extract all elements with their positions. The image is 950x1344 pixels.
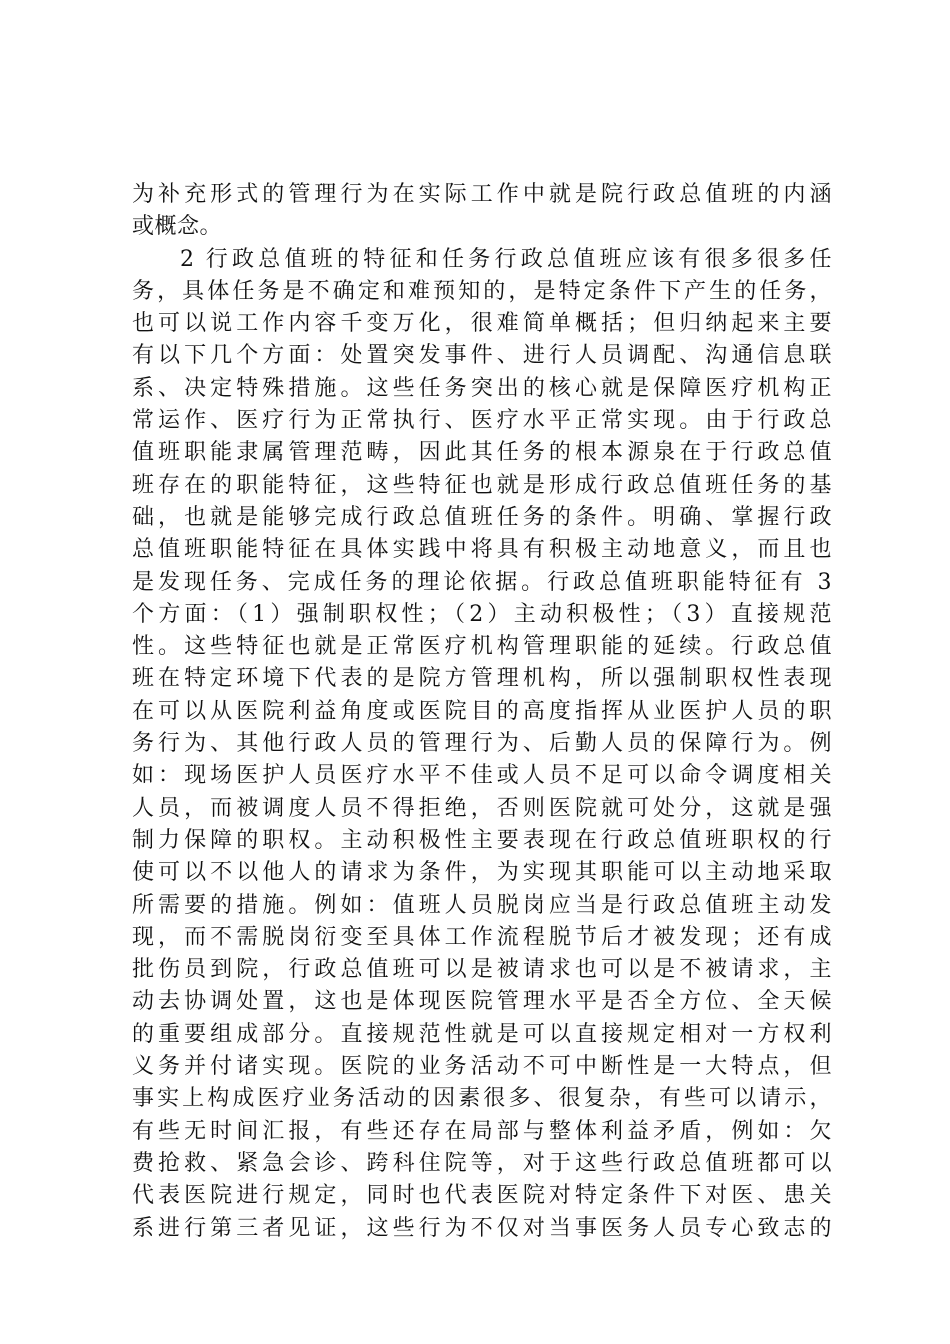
text-line: 如：现场医护人员医疗水平不佳或人员不足可以命令调度相关 bbox=[132, 763, 832, 789]
text-line: 现，而不需脱岗衍变至具体工作流程脱节后才被发现；还有成 bbox=[132, 924, 832, 950]
text-line: 2 行政总值班的特征和任务行政总值班应该有很多很多任 bbox=[180, 246, 832, 272]
text-line: 动去协调处置，这也是体现医院管理水平是否全方位、全天候 bbox=[132, 989, 832, 1015]
text-line: 是发现任务、完成任务的理论依据。行政总值班职能特征有 3 bbox=[132, 569, 832, 595]
text-line: 为补充形式的管理行为在实际工作中就是院行政总值班的内涵 bbox=[132, 182, 832, 207]
text-line: 事实上构成医疗业务活动的因素很多、很复杂，有些可以请示， bbox=[132, 1086, 832, 1112]
text-line: 班存在的职能特征，这些特征也就是形成行政总值班任务的基 bbox=[132, 472, 832, 498]
text-line: 制力保障的职权。主动积极性主要表现在行政总值班职权的行 bbox=[132, 827, 832, 853]
text-line: 使可以不以他人的请求为条件，为实现其职能可以主动地采取 bbox=[132, 860, 832, 886]
text-line: 的重要组成部分。直接规范性就是可以直接规定相对一方权利 bbox=[132, 1021, 832, 1047]
text-line: 代表医院进行规定，同时也代表医院对特定条件下对医、患关 bbox=[132, 1183, 832, 1209]
text-line: 所需要的措施。例如：值班人员脱岗应当是行政总值班主动发 bbox=[132, 892, 832, 918]
text-line: 有些无时间汇报，有些还存在局部与整体利益矛盾，例如：欠 bbox=[132, 1118, 832, 1144]
text-line: 常运作、医疗行为正常执行、医疗水平正常实现。由于行政总 bbox=[132, 408, 832, 434]
text-line: 础，也就是能够完成行政总值班任务的条件。明确、掌握行政 bbox=[132, 504, 832, 530]
body-text bbox=[132, 179, 832, 1245]
text-line: 值班职能隶属管理范畴，因此其任务的根本源泉在于行政总值 bbox=[132, 440, 832, 466]
text-line: 性。这些特征也就是正常医疗机构管理职能的延续。行政总值 bbox=[132, 634, 832, 660]
text-line: 有以下几个方面：处置突发事件、进行人员调配、沟通信息联 bbox=[132, 343, 832, 369]
text-line: 班在特定环境下代表的是院方管理机构，所以强制职权性表现 bbox=[132, 666, 832, 692]
text-line: 务，具体任务是不确定和难预知的，是特定条件下产生的任务， bbox=[132, 278, 832, 304]
text-line: 义务并付诸实现。医院的业务活动不可中断性是一大特点，但 bbox=[132, 1054, 832, 1080]
text-line: 批伤员到院，行政总值班可以是被请求也可以是不被请求，主 bbox=[132, 957, 832, 983]
text-line: 在可以从医院利益角度或医院目的高度指挥从业医护人员的职 bbox=[132, 698, 832, 724]
text-line: 系、决定特殊措施。这些任务突出的核心就是保障医疗机构正 bbox=[132, 375, 832, 401]
text-line: 务行为、其他行政人员的管理行为、后勤人员的保障行为。例 bbox=[132, 731, 832, 757]
text-line: 人员，而被调度人员不得拒绝，否则医院就可处分，这就是强 bbox=[132, 795, 832, 821]
text-line: 总值班职能特征在具体实践中将具有积极主动地意义，而且也 bbox=[132, 537, 832, 563]
text-line: 费抢救、紧急会诊、跨科住院等，对于这些行政总值班都可以 bbox=[132, 1150, 832, 1176]
text-line: 或概念。 bbox=[132, 214, 223, 240]
text-line: 个方面：（1）强制职权性；（2）主动积极性；（3）直接规范 bbox=[132, 601, 832, 627]
text-line: 也可以说工作内容千变万化，很难简单概括；但归纳起来主要 bbox=[132, 311, 832, 337]
text-line: 系进行第三者见证，这些行为不仅对当事医务人员专心致志的 bbox=[132, 1215, 832, 1241]
